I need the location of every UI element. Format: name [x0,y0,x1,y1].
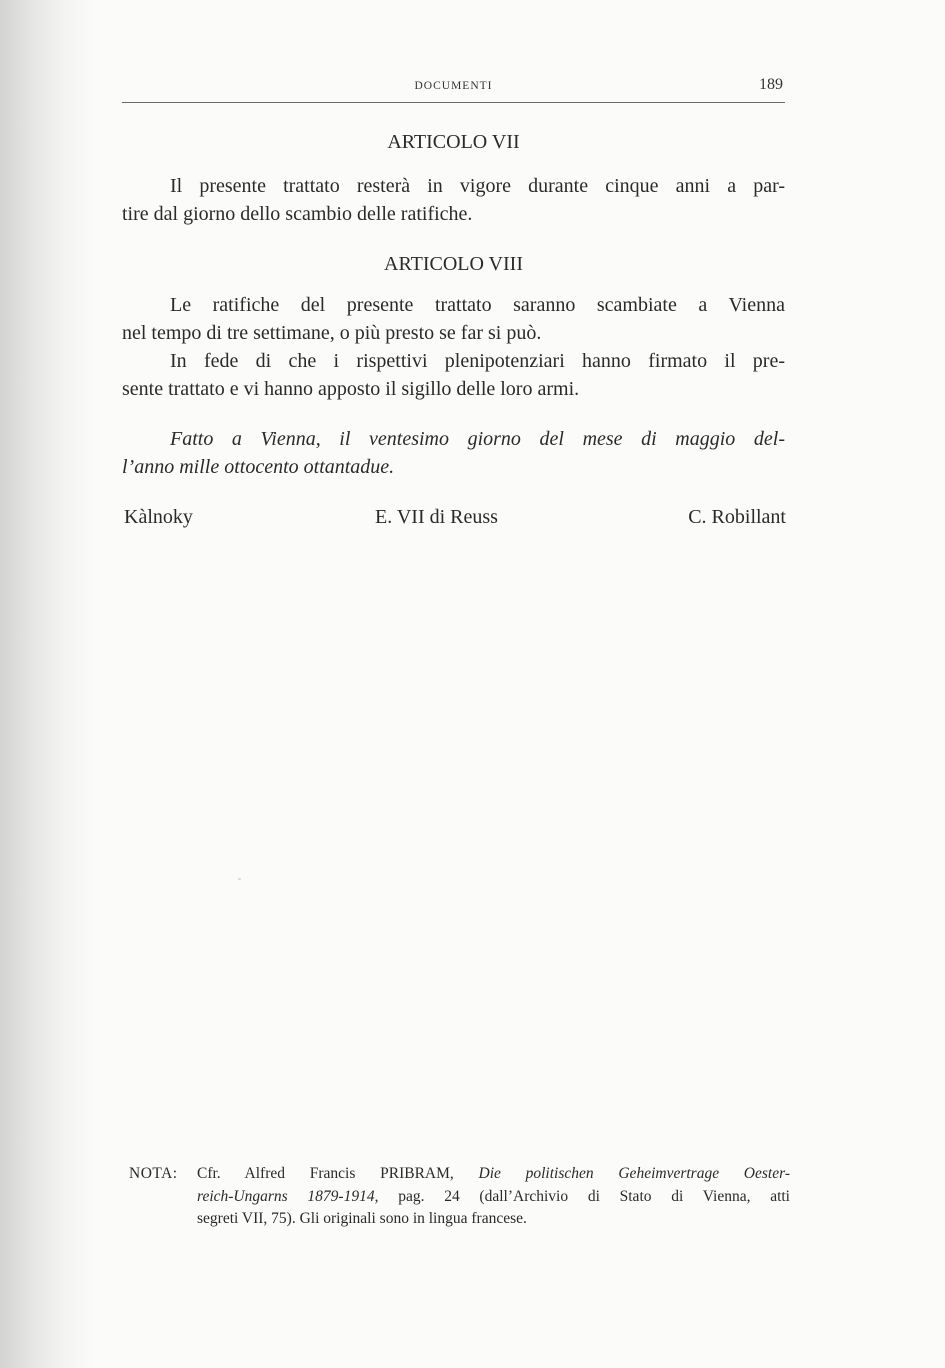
article-vii-text [122,172,785,228]
text-line: tire dal giorno dello scambio delle ratifiche. [122,203,473,225]
text-line: nel tempo di tre settimane, o più presto se far si può. [122,322,542,344]
text-line: Fatto a Vienna, il ventesimo giorno del mese di maggio del- [170,428,785,450]
text-line: In fede di che i rispettivi plenipotenziari hanno firmato il pre- [170,350,785,372]
text-line: Le ratifiche del presente trattato saranno scambiate a Vienna [170,294,785,316]
page-gutter-shadow [0,0,95,1368]
footnote-citation-source: , pag. 24 (dall’Archivio di Stato di Vienna, atti [374,1187,790,1205]
running-title: DOCUMENTI [414,80,493,92]
signature-kalnoky: Kàlnoky [124,506,193,528]
footnote-line: segreti VII, 75). Gli originali sono in lingua francese. [197,1210,527,1227]
text-line: sente trattato e vi hanno apposto il sigillo delle loro armi. [122,378,580,400]
footnote-label: NOTA: [129,1165,178,1182]
signature-reuss: E. VII di Reuss [375,506,498,528]
footnote-citation-title: Die politischen Geheimvertrage Oester- [478,1165,790,1182]
text-line: Il presente trattato resterà in vigore durante cinque anni a par- [170,175,785,197]
article-vii-title: ARTICOLO VII [387,131,520,153]
article-viii-title: ARTICOLO VIII [384,253,523,275]
footnote-citation-author: Cfr. Alfred Francis PRIBRAM, [197,1165,479,1182]
article-viii-text [122,291,785,403]
signature-robillant: C. Robillant [688,506,786,528]
paper-speck [238,878,241,880]
running-header [122,74,785,103]
text-line: l’anno mille ottocento ottantadue. [122,456,395,478]
footnote-line [197,1186,790,1209]
closing-formula [122,425,785,481]
footnote-citation-title-cont: reich-Ungarns 1879-1914 [197,1187,375,1205]
footnote-body [197,1163,790,1231]
page-number: 189 [759,76,783,93]
footnote-line [197,1163,790,1186]
